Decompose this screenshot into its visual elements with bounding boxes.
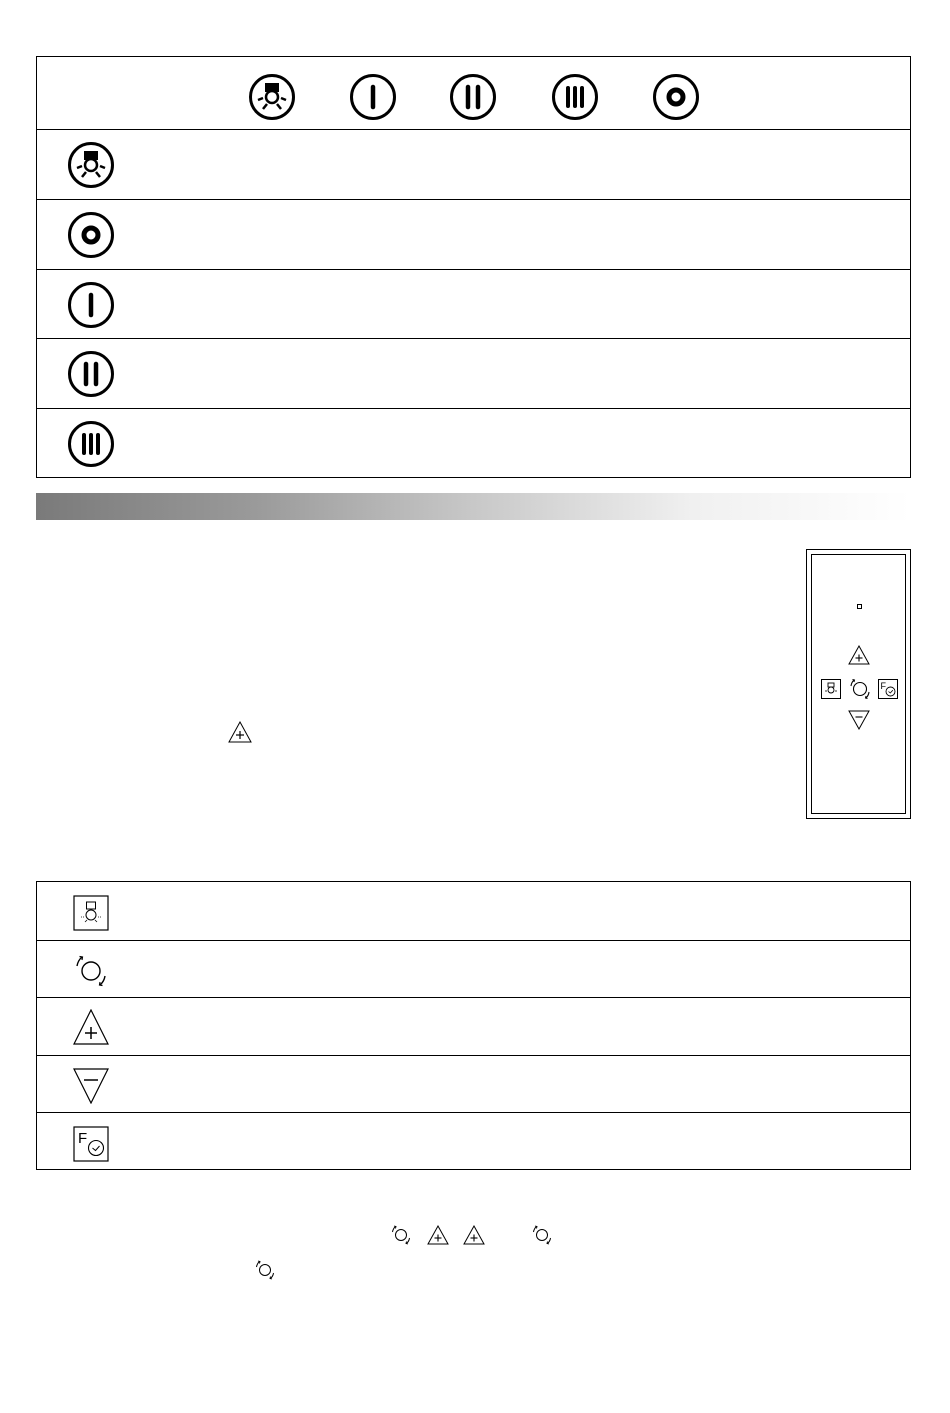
svg-text:F: F xyxy=(78,1130,88,1147)
table-row xyxy=(37,1055,910,1113)
light-button[interactable] xyxy=(821,679,841,699)
filter-timer-icon xyxy=(878,679,898,699)
control-panel xyxy=(806,549,911,819)
light-icon xyxy=(821,679,841,699)
table-header-row xyxy=(37,57,910,129)
table-row xyxy=(37,882,910,940)
table-row xyxy=(37,408,910,478)
filter-timer-icon xyxy=(73,1126,109,1162)
off-icon xyxy=(652,73,700,121)
plus-button[interactable] xyxy=(848,645,870,665)
table-row xyxy=(37,1112,910,1170)
off-icon xyxy=(67,211,115,259)
minus-icon xyxy=(73,1068,109,1104)
table-row xyxy=(37,338,910,409)
table-row xyxy=(37,997,910,1056)
speed-3-icon xyxy=(551,73,599,121)
table-row xyxy=(37,269,910,339)
rotate-icon xyxy=(848,677,872,701)
svg-text:F: F xyxy=(880,681,886,691)
speed-3-icon xyxy=(67,420,115,468)
table-row xyxy=(37,129,910,200)
table-row xyxy=(37,199,910,270)
speed-2-icon xyxy=(67,350,115,398)
plus-icon xyxy=(463,1225,485,1247)
rotate-icon xyxy=(531,1224,553,1246)
minus-icon xyxy=(848,710,870,730)
minus-button[interactable] xyxy=(848,710,870,730)
rotate-icon xyxy=(254,1259,276,1281)
light-icon xyxy=(73,895,109,931)
rotate-button[interactable] xyxy=(848,677,872,701)
function-table xyxy=(36,56,911,478)
plus-icon xyxy=(228,721,252,743)
rotate-icon xyxy=(390,1224,412,1246)
table-row xyxy=(37,940,910,998)
light-icon xyxy=(248,73,296,121)
speed-2-icon xyxy=(449,73,497,121)
plus-icon xyxy=(848,645,870,665)
led-indicator xyxy=(857,604,862,609)
section-divider-bar xyxy=(36,493,911,520)
speed-1-icon xyxy=(67,281,115,329)
light-icon xyxy=(67,141,115,189)
filter-timer-button[interactable] xyxy=(878,679,898,699)
rotate-icon xyxy=(73,953,109,989)
speed-1-icon xyxy=(349,73,397,121)
plus-icon xyxy=(73,1009,109,1045)
button-function-table xyxy=(36,881,911,1170)
plus-icon xyxy=(427,1225,449,1247)
